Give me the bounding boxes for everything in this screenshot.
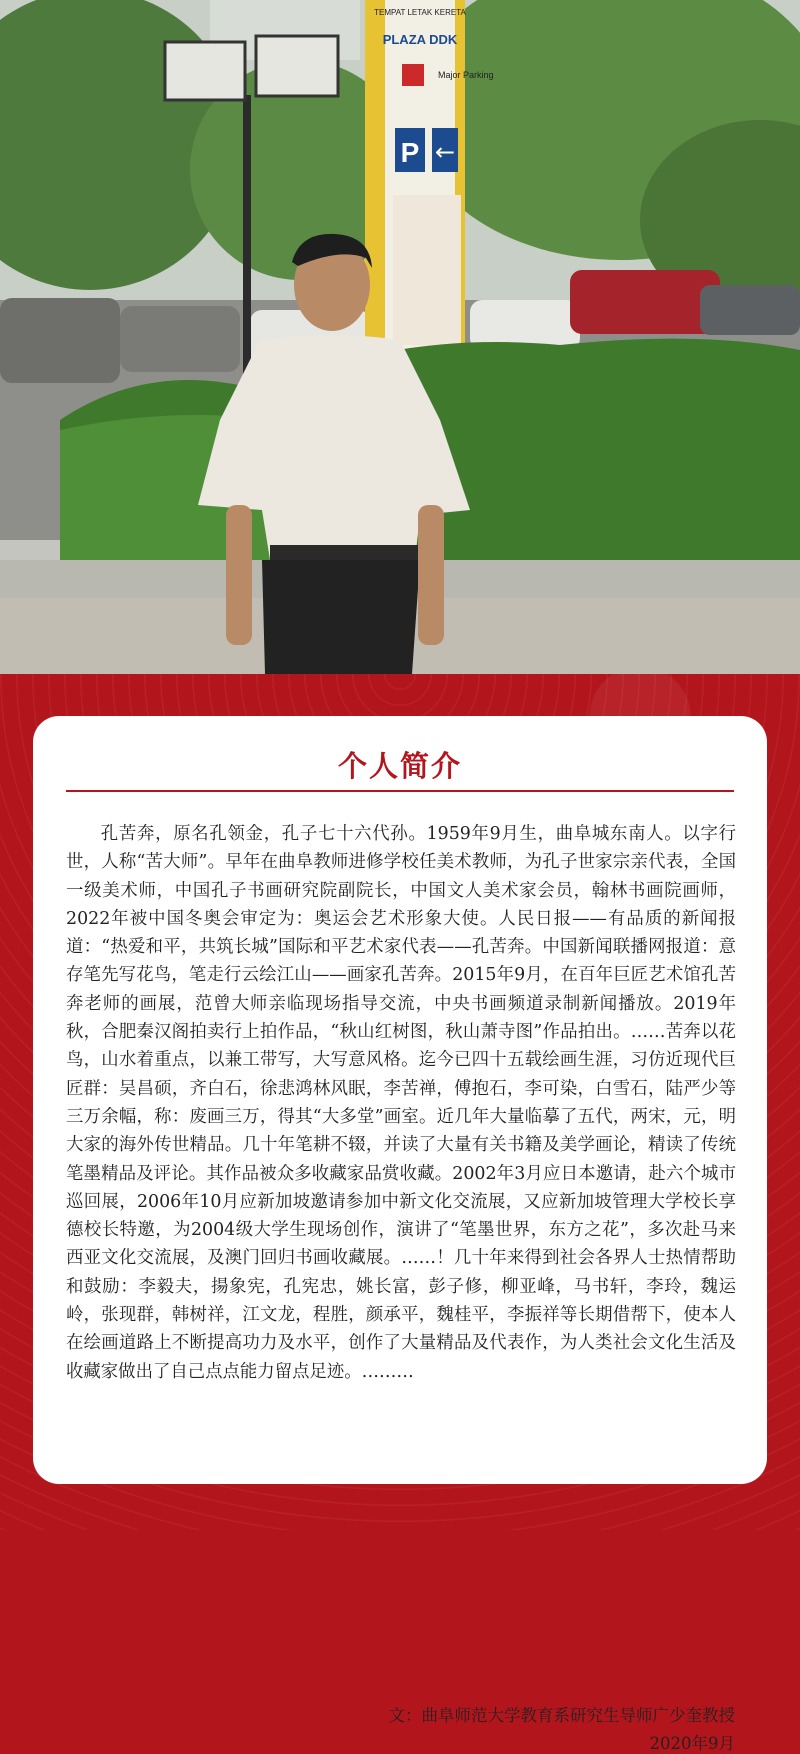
sign-brand-text: Major Parking: [438, 70, 494, 80]
profile-title: 个人简介: [337, 749, 462, 783]
author-credit: 文：曲阜师范大学教育系研究生导师广少奎教授: [388, 1706, 735, 1725]
title-divider: [66, 790, 734, 792]
publish-date: 2020年9月: [649, 1734, 735, 1753]
sign-top-text: TEMPAT LETAK KERETA: [374, 8, 466, 17]
profile-body: 孔苦奔，原名孔领金，孔子七十六代孙。1959年9月生，曲阜城东南人。以字行世，人称“苦大师”。早年在曲阜教师进修学校任美术教师，为孔子世家宗亲代表，全国一级美术师，中国孔子书画研究院副院长，中国文人美术家会员，翰林书画院画师，2022年被中国冬奥会审定为：奥运会艺术形象大使。人民日报——有品质的新闻报道：“热爱和平，共筑长城”国际和平艺术家代表——孔苦奔。中国新闻联播网报道：意存笔先写花鸟，笔走行云绘江山——画家孔苦奔。2015年9月，在百年巨匠艺术馆孔苦奔老师的画展，范曾大师亲临现场指导交流，中央书画频道录制新闻播放。2019年秋，合肥秦汉阁拍卖行上拍作品，“秋山红树图，秋山萧寺图”作品拍出。……苦奔以花鸟，山水着重点，以兼工带写，大写意风格。迄今已四十五载绘画生涯，习仿近现代巨匠群：吴昌硕，齐白石，徐悲鸿林风眠，李苦禅，傅抱石，李可染，白雪石，陆严少等三万余幅，称：废画三万，得其“大多堂”画室。近几年大量临摹了五代，两宋，元，明大家的海外传世精品。几十年笔耕不辍，并读了大量有关书籍及美学画论，精读了传统笔墨精品及评论。其作品被众多收藏家品赏收藏。2002年3月应日本邀请，赴六个城市巡回展，2006年10月应新加坡邀请参加中新文化交流展，又应新加坡管理大学校长享德校长特邀，为2004级大学生现场创作，演讲了“笔墨世界，东方之花”，多次赴马来西亚文化交流展，及澳门回归书画收藏展。……！几十年来得到社会各界人士热情帮助和鼓励：李毅夫，揚象宪，孔宪忠，姚长富，彭子修，柳亚峰，马书轩，李玲，魏运岭，张现群，韩树祥，江文龙，程胜，颜承平，魏桂平，李振祥等长期借帮下，使本人在绘画道路上不断提高功力及水平，创作了大量精品及代表作，为人类社会文化生活及收藏家做出了自己点点能力留点足迹。………: [66, 824, 736, 1382]
sign-plaza-text: PLAZA DDK: [382, 32, 458, 47]
profile-card: [33, 716, 767, 1484]
arrow-left-icon: ←: [434, 138, 456, 166]
parking-p-icon: P: [400, 137, 420, 168]
portrait-photo: [0, 0, 800, 674]
street-scene-illustration: [0, 0, 800, 674]
